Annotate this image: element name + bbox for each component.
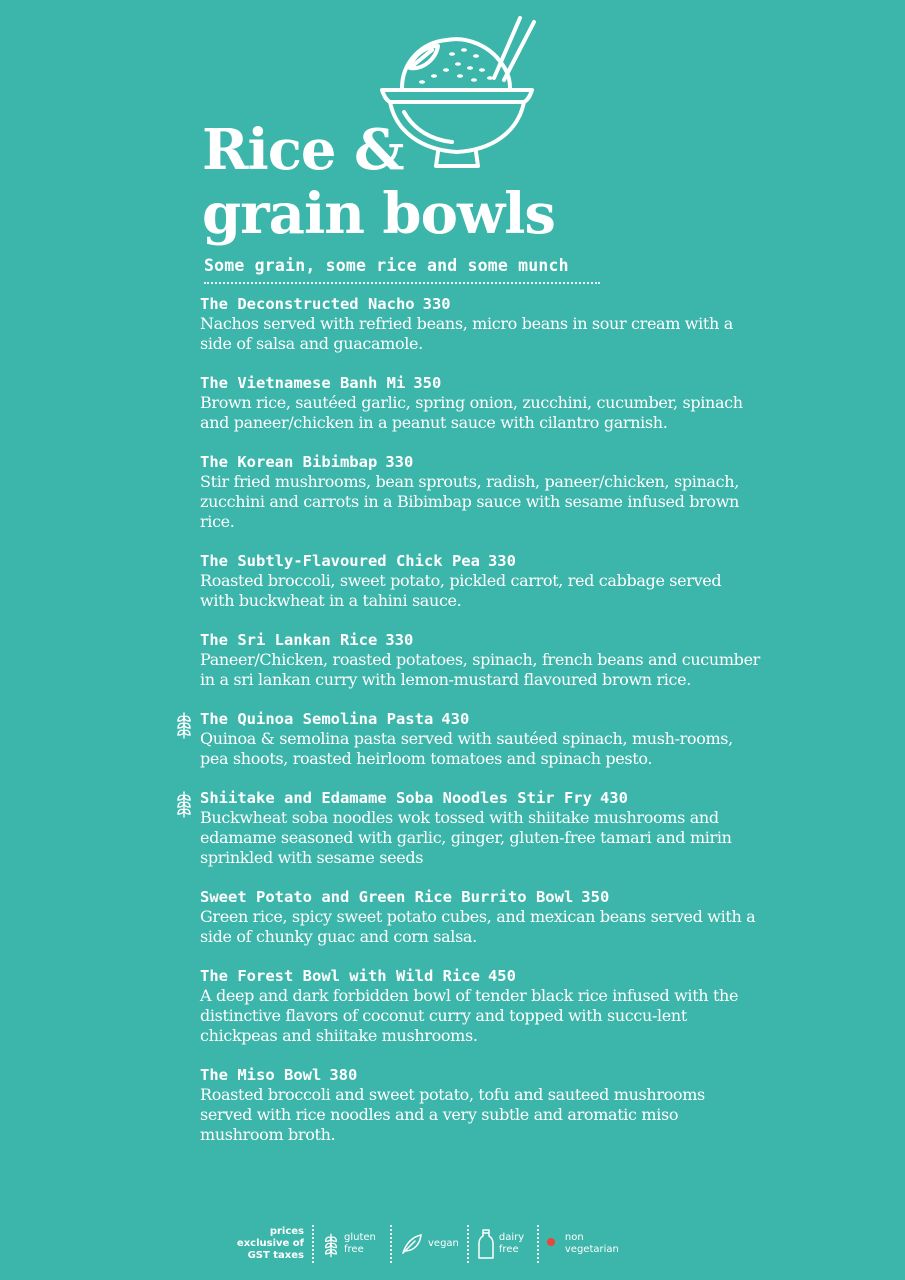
menu-item <box>200 788 760 868</box>
menu-item <box>200 709 760 769</box>
menu-item <box>200 966 760 1046</box>
item-name: The Subtly-Flavoured Chick Pea <box>200 552 480 570</box>
item-description: Buckwheat soba noodles wok tossed with shiitake mushrooms and edamame seasoned with garlic, ginger, gluten-free tamari and mirin sprinkled with sesame seeds <box>200 808 732 867</box>
item-name: Sweet Potato and Green Rice Burrito Bowl <box>200 888 574 906</box>
item-price: 330 <box>422 295 451 313</box>
menu-item <box>200 452 760 532</box>
non-veg-dot-icon <box>547 1238 555 1246</box>
legend-non-vegetarian <box>539 1232 635 1256</box>
legend-gluten-free <box>314 1229 390 1259</box>
legend-vegan-label: vegan <box>428 1238 459 1249</box>
item-description: Roasted broccoli and sweet potato, tofu and sauteed mushrooms served with rice noodles and a very subtle and aromatic miso mushroom broth. <box>200 1085 705 1144</box>
item-name: Shiitake and Edamame Soba Noodles Stir Fry <box>200 789 592 807</box>
item-name: The Forest Bowl with Wild Rice <box>200 967 480 985</box>
legend-vegan <box>392 1232 467 1256</box>
item-description: Brown rice, sautéed garlic, spring onion, zucchini, cucumber, spinach and paneer/chicken in a peanut sauce with cilantro garnish. <box>200 393 743 432</box>
item-title <box>200 887 760 907</box>
menu-item <box>200 887 760 947</box>
item-title <box>200 294 760 314</box>
item-description: Paneer/Chicken, roasted potatoes, spinach, french beans and cucumber in a sri lankan curry with lemon-mustard flavoured brown rice. <box>200 650 760 689</box>
item-price: 350 <box>413 374 442 392</box>
item-price: 330 <box>385 453 414 471</box>
menu-item <box>200 1065 760 1145</box>
item-description: Roasted broccoli, sweet potato, pickled carrot, red cabbage served with buckwheat in a tahini sauce. <box>200 571 722 610</box>
menu-item <box>200 551 760 611</box>
item-description: Quinoa & semolina pasta served with sautéed spinach, mush-rooms, pea shoots, roasted heirloom tomatoes and spinach pesto. <box>200 729 733 768</box>
item-title <box>200 452 760 472</box>
legend-gluten-free-label: gluten free <box>344 1232 376 1255</box>
item-title <box>200 373 760 393</box>
prices-note <box>210 1226 312 1262</box>
item-name: The Sri Lankan Rice <box>200 631 378 649</box>
item-name: The Deconstructed Nacho <box>200 295 415 313</box>
item-name: The Miso Bowl <box>200 1066 322 1084</box>
page-title <box>202 118 555 246</box>
gluten-free-icon <box>174 709 194 739</box>
legend-dairy-free <box>469 1228 537 1260</box>
item-name: The Korean Bibimbap <box>200 453 378 471</box>
item-price: 330 <box>385 631 414 649</box>
gluten-free-icon <box>174 788 194 818</box>
menu-item <box>200 294 760 354</box>
legend-footer <box>210 1224 635 1264</box>
item-description: Stir fried mushrooms, bean sprouts, radish, paneer/chicken, spinach, zucchini and carrots in a Bibimbap sauce with sesame infused brown rice. <box>200 472 740 531</box>
item-name: The Quinoa Semolina Pasta <box>200 710 434 728</box>
item-description: A deep and dark forbidden bowl of tender black rice infused with the distinctive flavors of coconut curry and topped with succu-lent chickpeas and shiitake mushrooms. <box>200 986 739 1045</box>
item-description: Nachos served with refried beans, micro beans in sour cream with a side of salsa and guacamole. <box>200 314 733 353</box>
item-price: 380 <box>329 1066 358 1084</box>
legend-non-veg-label: non vegetarian <box>564 1232 619 1255</box>
menu-list <box>200 294 760 1164</box>
item-price: 430 <box>441 710 470 728</box>
milk-bottle-icon <box>477 1228 495 1260</box>
item-price: 330 <box>487 552 516 570</box>
gluten-free-icon <box>322 1229 340 1259</box>
menu-item <box>200 373 760 433</box>
item-title <box>200 709 760 729</box>
item-description: Green rice, spicy sweet potato cubes, and mexican beans served with a side of chunky guac and corn salsa. <box>200 907 756 946</box>
prices-note-text: prices exclusive of GST taxes <box>236 1226 304 1261</box>
title-line-1: Rice & <box>202 117 404 183</box>
dotted-divider <box>204 282 600 284</box>
tagline: Some grain, some rice and some munch <box>204 256 569 275</box>
legend-dairy-free-label: dairy free <box>498 1232 525 1255</box>
item-title <box>200 966 760 986</box>
item-title <box>200 788 760 808</box>
menu-item <box>200 630 760 690</box>
leaf-icon <box>400 1232 424 1256</box>
item-name: The Vietnamese Banh Mi <box>200 374 406 392</box>
item-price: 350 <box>581 888 610 906</box>
item-title <box>200 630 760 650</box>
item-price: 450 <box>487 967 516 985</box>
item-title <box>200 551 760 571</box>
title-line-2: grain bowls <box>202 181 555 247</box>
item-title <box>200 1065 760 1085</box>
item-price: 430 <box>599 789 628 807</box>
